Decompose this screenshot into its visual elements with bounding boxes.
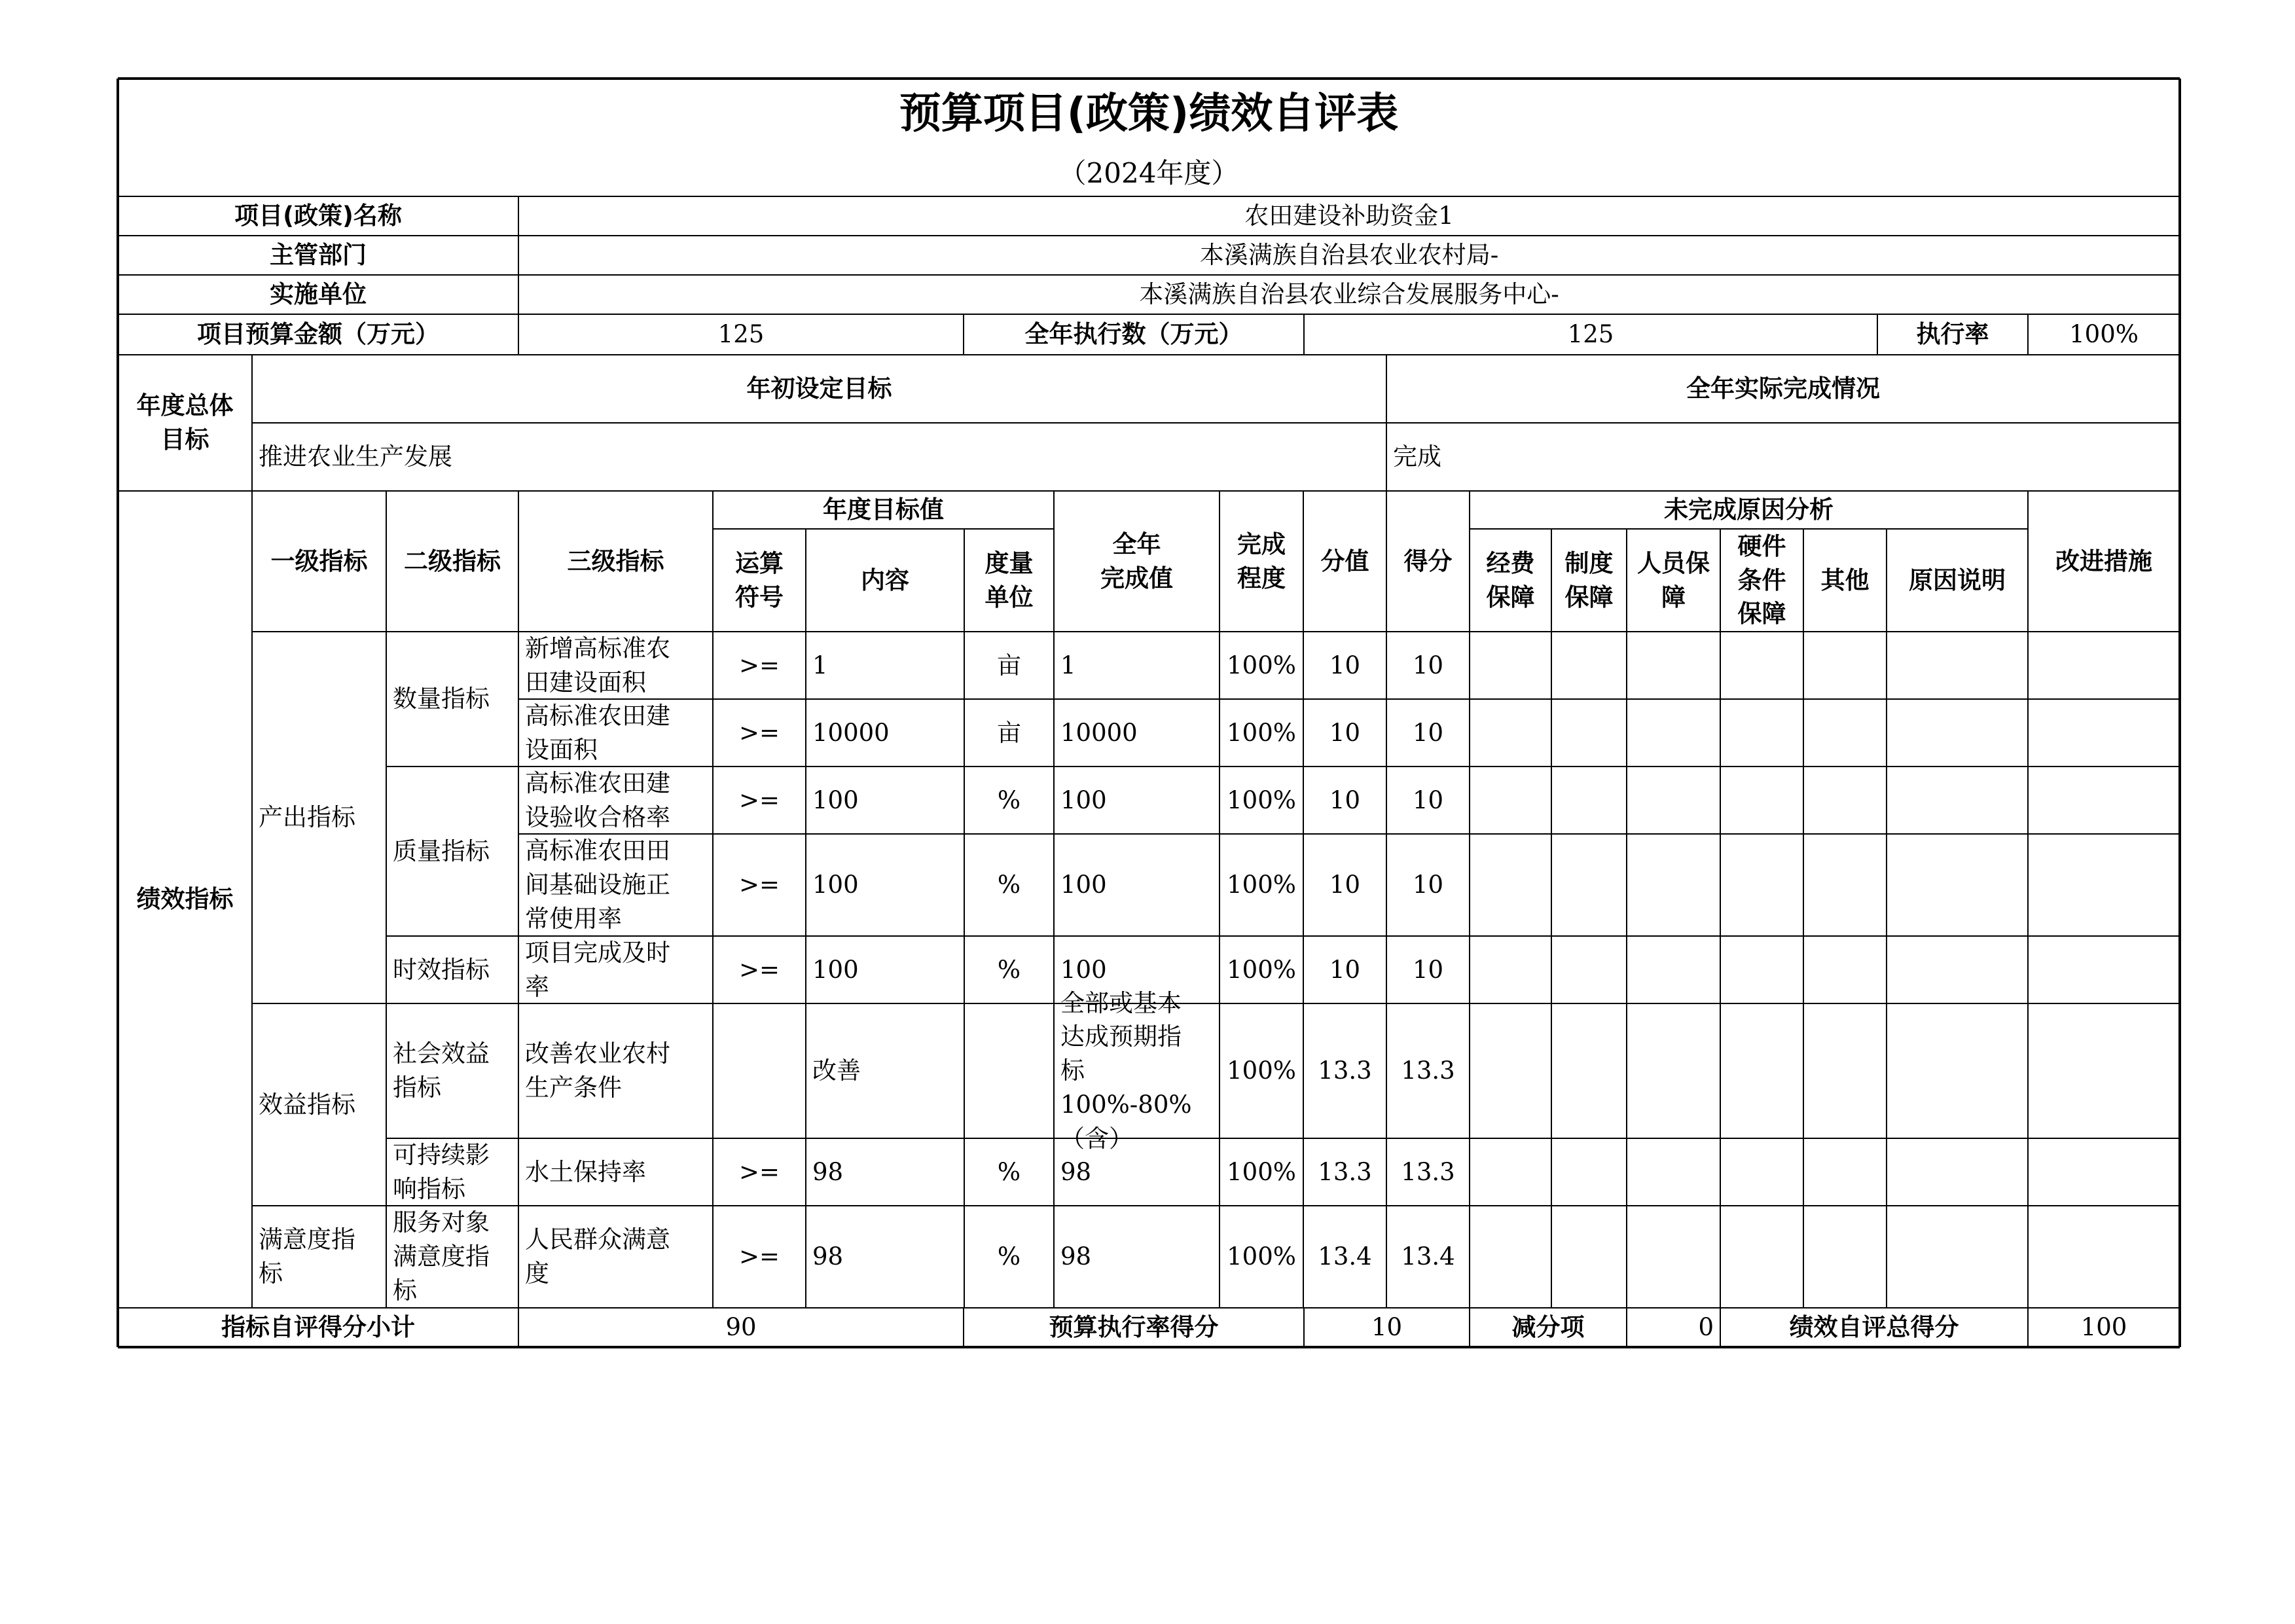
indicator-target-content: 98 (812, 1242, 844, 1271)
department-value: 本溪满族自治县农业农村局- (1199, 241, 1499, 270)
target-value-header: 年度目标值 (823, 496, 944, 524)
indicator-annual-value: 100 (1060, 785, 1107, 814)
indicator-score: 10 (1412, 718, 1444, 747)
indicator-name: 项目完成及时 率 (525, 938, 670, 1001)
indicator-annual-value: 10000 (1060, 718, 1138, 747)
indicator-score: 13.3 (1401, 1157, 1455, 1186)
level2-header: 二级指标 (404, 547, 501, 575)
indicator-annual-value: 98 (1060, 1242, 1092, 1271)
level1-satisfaction: 满意度指 标 (259, 1225, 355, 1288)
indicator-weight: 10 (1329, 651, 1361, 679)
reason-analysis-header: 未完成原因分析 (1664, 496, 1834, 524)
hardware-header: 硬件 条件 保障 (1737, 532, 1786, 628)
level2-sustainability: 可持续影 响指标 (393, 1140, 490, 1203)
annual-execution-value: 125 (1567, 320, 1614, 349)
indicator-score: 10 (1412, 871, 1444, 899)
indicator-operator: >= (738, 718, 780, 747)
operator-header: 运算 符号 (735, 549, 784, 611)
content-header: 内容 (861, 566, 909, 594)
indicator-target-content: 100 (812, 871, 859, 899)
completion-header: 完成 程度 (1237, 530, 1286, 592)
execution-rate-label: 执行率 (1916, 320, 1989, 349)
indicator-annual-value: 100 (1060, 871, 1107, 899)
implementing-unit-label: 实施单位 (270, 280, 367, 309)
project-name-value: 农田建设补助资金1 (1244, 202, 1454, 230)
annual-goal-label: 年度总体 目标 (136, 391, 234, 454)
indicator-unit: 亩 (997, 651, 1021, 679)
performance-indicators-label: 绩效指标 (136, 885, 234, 914)
indicator-name: 改善农业农村 生产条件 (525, 1039, 670, 1102)
annual-execution-label: 全年执行数（万元） (1024, 320, 1243, 349)
implementing-unit-value: 本溪满族自治县农业综合发展服务中心- (1139, 280, 1559, 309)
indicator-unit: % (997, 1157, 1021, 1186)
indicator-unit: % (997, 871, 1021, 899)
other-header: 其他 (1820, 566, 1870, 594)
deduction-value: 0 (1698, 1313, 1714, 1342)
indicator-name: 新增高标准农 田建设面积 (525, 634, 670, 696)
indicator-operator: >= (738, 871, 780, 899)
initial-goal-value: 推进农业生产发展 (259, 442, 452, 471)
indicator-weight: 10 (1329, 718, 1361, 747)
indicator-operator: >= (738, 785, 780, 814)
indicator-name: 高标准农田建 设面积 (525, 701, 670, 764)
score-header: 得分 (1403, 547, 1453, 575)
level1-output: 产出指标 (259, 803, 355, 832)
indicator-operator: >= (738, 1157, 780, 1186)
indicator-unit: 亩 (997, 718, 1021, 747)
subtotal-value: 90 (725, 1313, 757, 1342)
project-name-label: 项目(政策)名称 (234, 202, 402, 230)
indicator-completion: 100% (1227, 1242, 1296, 1271)
fiscal-year: （2024年度） (1058, 156, 1239, 189)
indicator-weight: 13.3 (1318, 1056, 1372, 1085)
total-score-value: 100 (2080, 1313, 2127, 1342)
indicator-completion: 100% (1227, 955, 1296, 984)
indicator-weight: 10 (1329, 955, 1361, 984)
annual-value-header: 全年 完成值 (1100, 530, 1173, 592)
indicator-completion: 100% (1227, 1056, 1296, 1085)
level1-header: 一级指标 (270, 547, 368, 575)
system-header: 制度 保障 (1564, 549, 1614, 611)
indicator-target-content: 改善 (812, 1056, 861, 1085)
level3-header: 三级指标 (567, 547, 664, 575)
department-label: 主管部门 (270, 241, 367, 270)
actual-completion-header: 全年实际完成情况 (1686, 374, 1880, 403)
indicator-operator (713, 1003, 806, 1138)
indicator-target-content: 100 (812, 955, 859, 984)
indicator-target-content: 10000 (812, 718, 890, 747)
budget-amount-label: 项目预算金额（万元） (197, 320, 439, 349)
indicator-annual-value: 100 (1060, 955, 1107, 984)
total-score-label: 绩效自评总得分 (1789, 1313, 1959, 1342)
indicator-unit: % (997, 1242, 1021, 1271)
reason-header: 原因说明 (1909, 566, 2006, 594)
indicator-score: 10 (1412, 955, 1444, 984)
budget-amount-value: 125 (717, 320, 765, 349)
indicator-operator: >= (738, 651, 780, 679)
staff-header: 人员保 障 (1637, 549, 1710, 611)
subtotal-label: 指标自评得分小计 (221, 1313, 415, 1342)
funding-header: 经费 保障 (1486, 549, 1535, 611)
level2-quantity: 数量指标 (393, 685, 490, 713)
indicator-weight: 13.3 (1318, 1157, 1372, 1186)
indicator-completion: 100% (1227, 785, 1296, 814)
actual-completion-value: 完成 (1393, 442, 1441, 471)
budget-score-label: 预算执行率得分 (1049, 1313, 1219, 1342)
indicator-score: 10 (1412, 651, 1444, 679)
indicator-completion: 100% (1227, 651, 1296, 679)
indicator-name: 人民群众满意 度 (525, 1225, 670, 1288)
indicator-annual-value: 98 (1060, 1157, 1092, 1186)
indicator-target-content: 98 (812, 1157, 844, 1186)
indicator-name: 高标准农田建 设验收合格率 (525, 768, 670, 831)
indicator-operator: >= (738, 955, 780, 984)
indicator-completion: 100% (1227, 718, 1296, 747)
indicator-unit: % (997, 955, 1021, 984)
execution-rate-value: 100% (2069, 320, 2139, 349)
indicator-completion: 100% (1227, 871, 1296, 899)
level2-social-benefit: 社会效益 指标 (393, 1039, 490, 1102)
indicator-operator: >= (738, 1242, 780, 1271)
indicator-score: 13.3 (1401, 1056, 1455, 1085)
indicator-weight: 10 (1329, 785, 1361, 814)
indicator-annual-value: 全部或基本 达成预期指 标100%-80% （含） (1060, 988, 1192, 1153)
indicator-target-content: 100 (812, 785, 859, 814)
indicator-score: 10 (1412, 785, 1444, 814)
improvement-header: 改进措施 (2055, 547, 2152, 575)
initial-goal-header: 年初设定目标 (746, 374, 892, 403)
indicator-unit: % (997, 785, 1021, 814)
level2-service-satisfaction: 服务对象 满意度指 标 (393, 1208, 490, 1305)
budget-score-value: 10 (1371, 1313, 1403, 1342)
indicator-name: 水土保持率 (525, 1157, 646, 1186)
indicator-score: 13.4 (1401, 1242, 1455, 1271)
unit-header: 度量 单位 (985, 549, 1034, 611)
indicator-unit (964, 1003, 1054, 1138)
level1-benefit: 效益指标 (259, 1090, 355, 1119)
indicator-name: 高标准农田田 间基础设施正 常使用率 (525, 837, 670, 933)
page-title: 预算项目(政策)绩效自评表 (899, 90, 1399, 139)
indicator-weight: 13.4 (1318, 1242, 1372, 1271)
level2-timeliness: 时效指标 (393, 955, 490, 984)
indicator-completion: 100% (1227, 1157, 1296, 1186)
indicator-annual-value: 1 (1060, 651, 1076, 679)
deduction-label: 减分项 (1511, 1313, 1585, 1342)
indicator-weight: 10 (1329, 871, 1361, 899)
indicator-target-content: 1 (812, 651, 828, 679)
weight-header: 分值 (1320, 547, 1369, 575)
level2-quality: 质量指标 (393, 837, 490, 865)
